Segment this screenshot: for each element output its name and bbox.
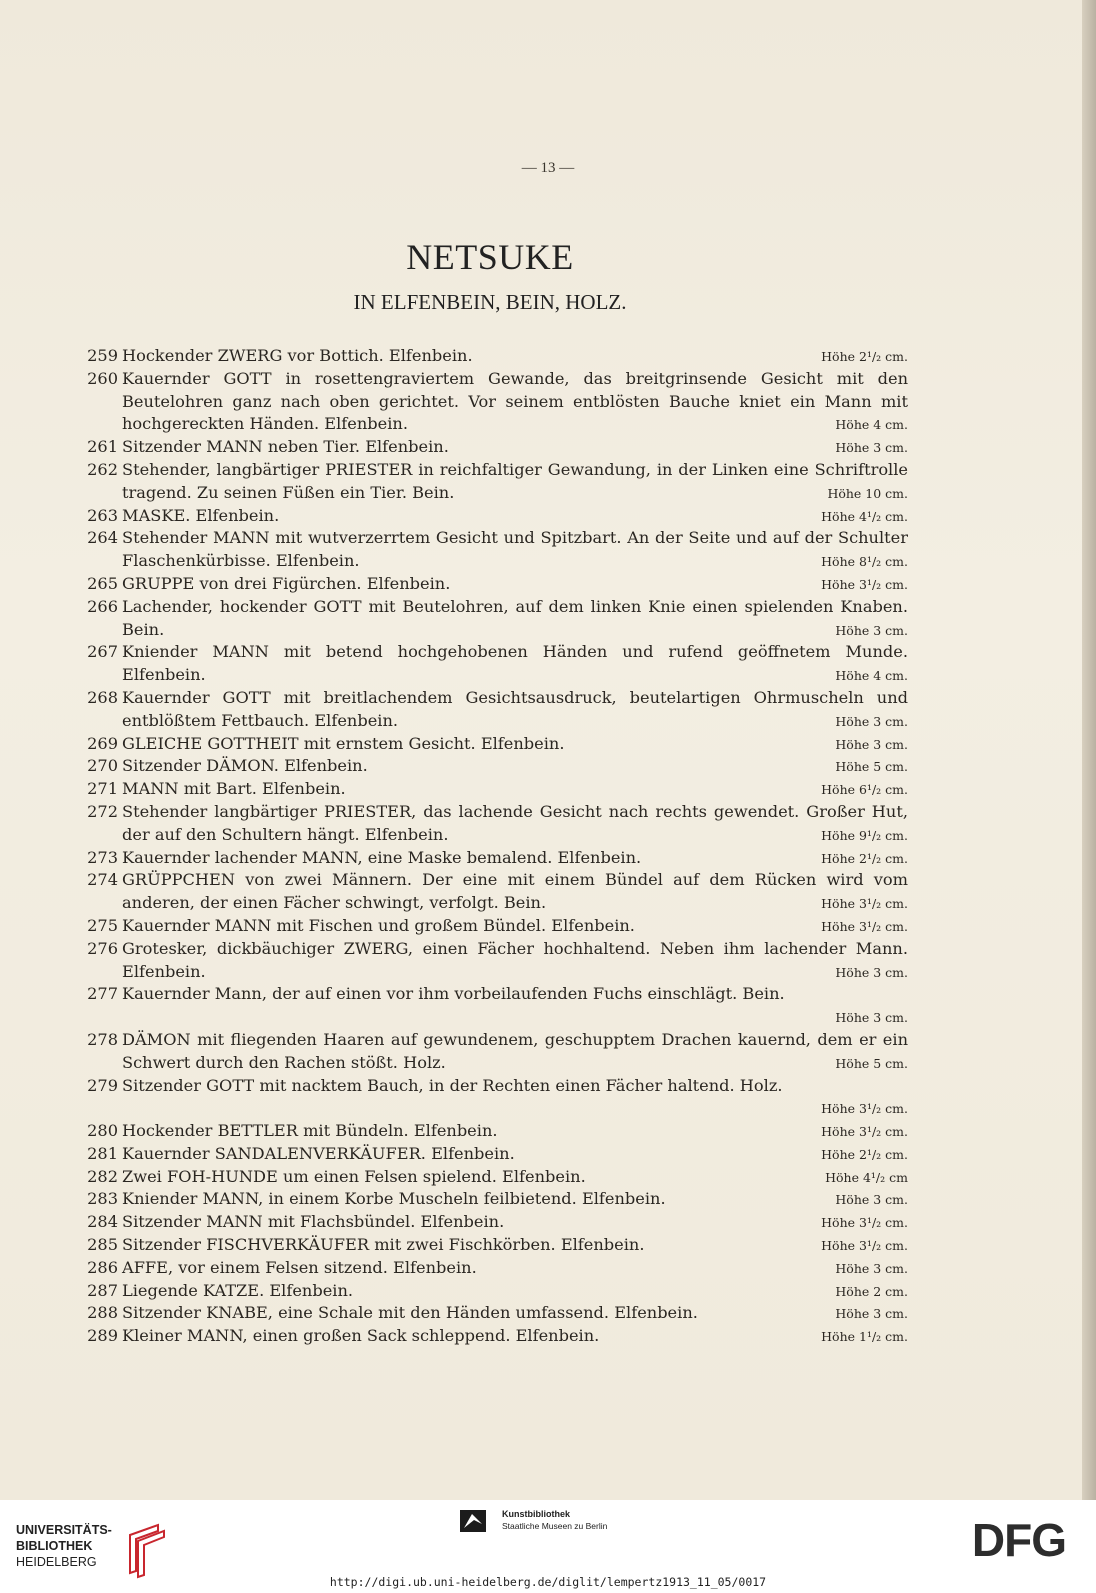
- entry-text: DÄMON mit fliegenden Haaren auf gewundenem, geschupptem Drachen kauernd, dem er ein Schwert durch den Rachen stößt. Holz.: [122, 1029, 908, 1072]
- entry-number: 284: [87, 1212, 118, 1232]
- entry-height: Höhe 3 cm.: [835, 964, 908, 980]
- entry-height: Höhe 2¹/₂ cm.: [821, 349, 908, 364]
- catalog-entry: [82, 915, 908, 938]
- entry-number: 274: [87, 870, 118, 890]
- entry-number: 282: [87, 1166, 118, 1186]
- entry-text: Kniender MANN mit betend hochgehobenen Händen und rufend geöffnetem Munde. Elfenbein.: [122, 642, 908, 685]
- page-number: — 13 —: [521, 160, 575, 176]
- entry-number: 268: [87, 687, 118, 707]
- entry-text: Stehender MANN mit wutverzerrtem Gesicht und Spitzbart. An der Seite und auf der Schulter Flaschenkürbisse. Elfenbein.: [122, 528, 908, 571]
- catalog-entry: [82, 1075, 908, 1121]
- entry-description: [122, 1257, 908, 1280]
- entry-description: [122, 368, 908, 436]
- entry-number: 286: [87, 1257, 118, 1277]
- entry-height: Höhe 3 cm.: [835, 713, 908, 729]
- entry-text: Kauernder MANN mit Fischen und großem Bündel. Elfenbein.: [122, 915, 635, 935]
- entry-text: Liegende KATZE. Elfenbein.: [122, 1280, 354, 1300]
- catalog-entry: [82, 573, 908, 596]
- catalog-entry: [82, 1166, 908, 1189]
- footer-bar: [0, 1500, 1096, 1593]
- entry-text: Stehender langbärtiger PRIESTER, das lachende Gesicht nach rechts gewendet. Großer Hut, der auf den Schultern hängt. Elfenbein.: [122, 801, 908, 844]
- entry-number: 264: [87, 528, 118, 548]
- catalog-entry: [82, 1120, 908, 1143]
- entry-height: Höhe 9¹/₂ cm.: [821, 827, 908, 843]
- entry-height: Höhe 4¹/₂ cm: [825, 1169, 908, 1185]
- catalog-entry: [82, 778, 908, 801]
- entry-text: AFFE, vor einem Felsen sitzend. Elfenbein.: [122, 1257, 477, 1277]
- entry-height: Höhe 4 cm.: [835, 417, 908, 433]
- kunstbibliothek-icon: [460, 1508, 490, 1534]
- entry-text: Hockender ZWERG vor Bottich. Elfenbein.: [122, 346, 473, 365]
- entry-description: [122, 596, 908, 642]
- entry-description: [122, 527, 908, 573]
- entry-number: 275: [87, 915, 118, 935]
- entry-number: 261: [87, 437, 118, 457]
- entry-number: 259: [87, 346, 118, 365]
- entry-text: Sitzender FISCHVERKÄUFER mit zwei Fischkörben. Elfenbein.: [122, 1235, 645, 1255]
- entry-text: Sitzender MANN mit Flachsbündel. Elfenbein.: [122, 1212, 505, 1232]
- entry-text: MASKE. Elfenbein.: [122, 505, 280, 525]
- entry-number: 266: [87, 596, 118, 616]
- entry-text: Kauernder GOTT in rosettengraviertem Gewande, das breitgrinsende Gesicht mit den Beutelohren ganz nach oben gerichtet. Vor seinem entblösten Bauche kniet ein Mann mit hochgereckten Händen. Elfenbein.: [122, 368, 908, 434]
- catalog-entry: [82, 1234, 908, 1257]
- entry-description: [122, 801, 908, 847]
- entry-text: Kauernder GOTT mit breitlachendem Gesichtsausdruck, beutelartigen Ohrmuscheln und entblößtem Fettbauch. Elfenbein.: [122, 687, 908, 730]
- entry-height: Höhe 3 cm.: [835, 1260, 908, 1276]
- entry-number: 262: [87, 459, 118, 479]
- entry-number: 272: [87, 801, 118, 821]
- entry-text: GRÜPPCHEN von zwei Männern. Der eine mit einem Bündel auf dem Rücken wird vom anderen, der einen Fächer schwingt, verfolgt. Bein.: [122, 870, 908, 913]
- entry-description: [122, 641, 908, 687]
- entry-number: 280: [87, 1121, 118, 1141]
- page-subtitle: IN ELFENBEIN, BEIN, HOLZ.: [353, 290, 627, 314]
- entry-description: [122, 733, 908, 756]
- catalog-entry: [82, 1143, 908, 1166]
- entry-text: MANN mit Bart. Elfenbein.: [122, 779, 346, 799]
- entry-height: Höhe 1¹/₂ cm.: [821, 1329, 908, 1345]
- entry-number: 271: [87, 779, 118, 799]
- entry-text: Kauernder lachender MANN, eine Maske bemalend. Elfenbein.: [122, 847, 642, 867]
- entry-height: Höhe 2¹/₂ cm.: [821, 1146, 908, 1162]
- library-line-3: HEIDELBERG: [16, 1555, 97, 1569]
- entry-height: Höhe 2¹/₂ cm.: [821, 850, 908, 866]
- entry-number: 288: [87, 1303, 118, 1323]
- entry-height: Höhe 3¹/₂ cm.: [821, 1101, 908, 1117]
- entry-height: Höhe 3¹/₂ cm.: [821, 1215, 908, 1231]
- kb-line-2: Staatliche Museen zu Berlin: [502, 1521, 608, 1531]
- page-url-link[interactable]: http://digi.ub.uni-heidelberg.de/diglit/lempertz1913_11_05/0017: [329, 1575, 767, 1589]
- catalog-entries: [82, 345, 908, 1348]
- entry-description: [122, 915, 908, 938]
- catalog-entry: [82, 641, 908, 687]
- kb-line-1: Kunstbibliothek: [502, 1509, 570, 1519]
- entry-height: Höhe 3 cm.: [835, 736, 908, 752]
- entry-number: 265: [87, 573, 118, 593]
- page-edge: [1082, 0, 1096, 1500]
- entry-text: Sitzender DÄMON. Elfenbein.: [122, 756, 368, 776]
- entry-height: Höhe 6¹/₂ cm.: [821, 782, 908, 798]
- entry-height: Höhe 3 cm.: [835, 622, 908, 638]
- entry-height: Höhe 10 cm.: [827, 485, 908, 501]
- entry-text: Sitzender GOTT mit nacktem Bauch, in der Rechten einen Fächer haltend. Holz.: [122, 1075, 783, 1095]
- entry-description: [122, 573, 908, 596]
- entry-description: [122, 1188, 908, 1211]
- entry-description: [122, 1211, 908, 1234]
- ub-logo-icon: [124, 1523, 168, 1579]
- entry-text: Hockender BETTLER mit Bündeln. Elfenbein.: [122, 1121, 498, 1141]
- entry-number: 273: [87, 847, 118, 867]
- entry-description: [122, 1120, 908, 1143]
- catalog-entry: [82, 755, 908, 778]
- entry-height: Höhe 3 cm.: [835, 1192, 908, 1208]
- catalog-entry: [82, 869, 908, 915]
- entry-height: Höhe 3¹/₂ cm.: [821, 1124, 908, 1140]
- entry-number: 269: [87, 733, 118, 753]
- entry-description: [122, 1280, 908, 1303]
- entry-height: Höhe 8¹/₂ cm.: [821, 554, 908, 570]
- entry-description: [122, 687, 908, 733]
- entry-number: 277: [87, 984, 118, 1004]
- entry-number: 267: [87, 642, 118, 662]
- entry-description: [122, 505, 908, 528]
- catalog-entry: [82, 687, 908, 733]
- catalog-entry: [82, 847, 908, 870]
- entry-text: Kleiner MANN, einen großen Sack schleppend. Elfenbein.: [122, 1326, 600, 1346]
- entry-number: 276: [87, 938, 118, 958]
- catalog-entry: [82, 1029, 908, 1075]
- entry-description: [122, 1325, 908, 1348]
- entry-height: Höhe 3¹/₂ cm.: [821, 1238, 908, 1254]
- catalog-entry: [82, 1302, 908, 1325]
- entry-text: Kauernder Mann, der auf einen vor ihm vorbeilaufenden Fuchs einschlägt. Bein.: [122, 984, 785, 1004]
- entry-height: Höhe 5 cm.: [835, 759, 908, 775]
- entry-height: Höhe 3 cm.: [835, 1306, 908, 1322]
- entry-text: GLEICHE GOTTHEIT mit ernstem Gesicht. Elfenbein.: [122, 733, 565, 753]
- library-line-2: BIBLIOTHEK: [16, 1539, 93, 1553]
- entry-number: 270: [87, 756, 118, 776]
- entry-description: [122, 436, 908, 459]
- entry-number: 260: [87, 368, 118, 388]
- entry-text: Grotesker, dickbäuchiger ZWERG, einen Fächer hochhaltend. Neben ihm lachender Mann. Elfenbein.: [122, 938, 908, 981]
- entry-number: 289: [87, 1326, 118, 1346]
- entry-number: 278: [87, 1029, 118, 1049]
- catalog-entry: [82, 527, 908, 573]
- entry-text: Sitzender MANN neben Tier. Elfenbein.: [122, 437, 449, 457]
- catalog-entry: [82, 459, 908, 505]
- catalog-entry: [82, 983, 908, 1029]
- catalog-entry: [82, 733, 908, 756]
- catalog-entry: [82, 345, 908, 368]
- entry-description: [122, 1143, 908, 1166]
- library-line-1: UNIVERSITÄTS-: [16, 1523, 112, 1537]
- catalog-entry: [82, 1280, 908, 1303]
- entry-number: 279: [87, 1075, 118, 1095]
- entry-height: Höhe 2 cm.: [835, 1283, 908, 1299]
- entry-height: Höhe 3 cm.: [835, 1010, 908, 1026]
- catalog-entry: [82, 1325, 908, 1348]
- entry-description: [122, 1302, 908, 1325]
- entry-description: [122, 1029, 908, 1075]
- entry-description: [122, 459, 908, 505]
- ub-heidelberg-logo[interactable]: [16, 1522, 112, 1570]
- entry-height: Höhe 5 cm.: [835, 1055, 908, 1071]
- catalog-entry: [82, 596, 908, 642]
- entry-text: Sitzender KNABE, eine Schale mit den Händen umfassend. Elfenbein.: [122, 1303, 698, 1323]
- entry-number: 287: [87, 1280, 118, 1300]
- page-title: NETSUKE: [406, 237, 574, 277]
- entry-number: 281: [87, 1143, 118, 1163]
- entry-height: Höhe 3¹/₂ cm.: [821, 918, 908, 934]
- entry-height: Höhe 3¹/₂ cm.: [821, 896, 908, 912]
- entry-description: [122, 778, 908, 801]
- entry-text: GRUPPE von drei Figürchen. Elfenbein.: [122, 573, 451, 593]
- entry-height: Höhe 3¹/₂ cm.: [821, 576, 908, 592]
- catalog-entry: [82, 436, 908, 459]
- entry-number: 263: [87, 505, 118, 525]
- entry-description: [122, 983, 908, 1029]
- catalog-entry: [82, 801, 908, 847]
- entry-description: [122, 1234, 908, 1257]
- entry-text: Zwei FOH-HUNDE um einen Felsen spielend. Elfenbein.: [122, 1166, 586, 1186]
- entry-number: 285: [87, 1235, 118, 1255]
- entry-description: [122, 1075, 908, 1121]
- entry-text: Kniender MANN, in einem Korbe Muscheln feilbietend. Elfenbein.: [122, 1189, 666, 1209]
- entry-description: [122, 345, 908, 368]
- catalog-entry: [82, 368, 908, 436]
- catalog-entry: [82, 1257, 908, 1280]
- entry-height: Höhe 4 cm.: [835, 668, 908, 684]
- entry-description: [122, 869, 908, 915]
- entry-text: Lachender, hockender GOTT mit Beutelohren, auf dem linken Knie einen spielenden Knaben. Bein.: [122, 596, 908, 639]
- catalog-entry: [82, 938, 908, 984]
- kunstbibliothek-logo[interactable]: [460, 1508, 608, 1538]
- catalog-entry: [82, 505, 908, 528]
- entry-height: Höhe 3 cm.: [835, 440, 908, 456]
- entry-description: [122, 755, 908, 778]
- entry-description: [122, 847, 908, 870]
- dfg-logo[interactable]: DFG: [971, 1514, 1066, 1566]
- catalog-entry: [82, 1211, 908, 1234]
- entry-description: [122, 938, 908, 984]
- entry-text: Stehender, langbärtiger PRIESTER in reichfaltiger Gewandung, in der Linken eine Schriftrolle tragend. Zu seinen Füßen ein Tier. Bein.: [122, 459, 908, 502]
- catalog-entry: [82, 1188, 908, 1211]
- entry-height: Höhe 4¹/₂ cm.: [821, 508, 908, 524]
- entry-description: [122, 1166, 908, 1189]
- entry-number: 283: [87, 1189, 118, 1209]
- entry-text: Kauernder SANDALENVERKÄUFER. Elfenbein.: [122, 1143, 515, 1163]
